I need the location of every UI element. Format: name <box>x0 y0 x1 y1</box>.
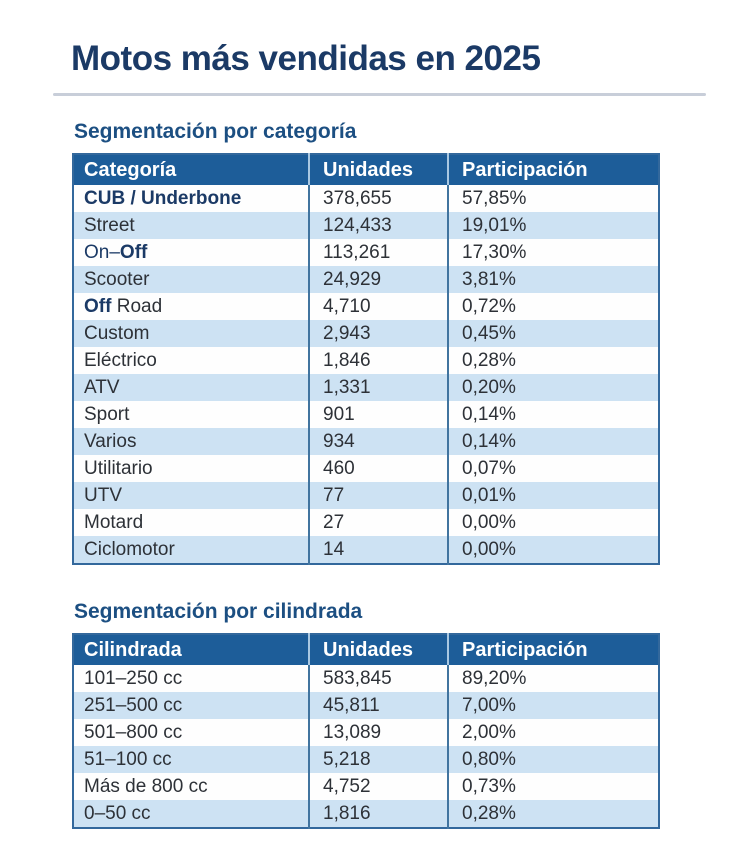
share-cell: 19,01% <box>448 212 659 239</box>
label-text: Road <box>111 295 163 317</box>
units-cell: 1,846 <box>309 347 448 374</box>
units-cell: 124,433 <box>309 212 448 239</box>
share-cell: 0,00% <box>448 509 659 536</box>
label-text: Street <box>84 214 135 236</box>
label-cell <box>73 773 309 800</box>
label-cell <box>73 293 309 320</box>
label-cell <box>73 800 309 828</box>
label-text: Varios <box>84 430 137 452</box>
section-heading-cilindrada: Segmentación por cilindrada <box>74 599 363 623</box>
section-categoria <box>0 120 730 565</box>
share-cell: 0,20% <box>448 374 659 401</box>
label-text: Custom <box>84 322 150 344</box>
label-cell <box>73 239 309 266</box>
units-cell: 77 <box>309 482 448 509</box>
label-cell <box>73 719 309 746</box>
units-cell: 27 <box>309 509 448 536</box>
label-text: CUB / Underbone <box>84 187 242 209</box>
table-row <box>73 374 659 401</box>
units-cell: 583,845 <box>309 665 448 692</box>
label-text: Motard <box>84 511 144 533</box>
units-cell: 1,331 <box>309 374 448 401</box>
label-text: Utilitario <box>84 457 153 479</box>
table-row <box>73 773 659 800</box>
label-cell <box>73 428 309 455</box>
label-text: On– <box>84 241 120 263</box>
share-cell: 0,45% <box>448 320 659 347</box>
cilindrada-table-body <box>73 665 659 828</box>
categoria-table <box>72 153 660 565</box>
share-cell: 0,07% <box>448 455 659 482</box>
table-row <box>73 746 659 773</box>
column-header-unidades: Unidades <box>309 154 448 185</box>
label-cell <box>73 455 309 482</box>
units-cell: 14 <box>309 536 448 564</box>
table-row <box>73 665 659 692</box>
label-cell <box>73 320 309 347</box>
label-text: 51–100 cc <box>84 748 172 770</box>
share-cell: 0,14% <box>448 428 659 455</box>
header-row <box>73 154 659 185</box>
title-divider <box>53 93 706 96</box>
share-cell: 0,72% <box>448 293 659 320</box>
table-row <box>73 455 659 482</box>
share-cell: 57,85% <box>448 185 659 212</box>
units-cell: 4,710 <box>309 293 448 320</box>
label-text: Más de 800 cc <box>84 775 208 797</box>
column-header-cilindrada: Cilindrada <box>73 634 309 665</box>
header-row <box>73 634 659 665</box>
table-row <box>73 509 659 536</box>
label-cell <box>73 692 309 719</box>
table-row <box>73 293 659 320</box>
units-cell: 901 <box>309 401 448 428</box>
units-cell: 934 <box>309 428 448 455</box>
label-cell <box>73 374 309 401</box>
table-row <box>73 800 659 828</box>
cilindrada-table-header <box>73 634 659 665</box>
column-header-participacion: Participación <box>448 154 659 185</box>
column-header-participacion: Participación <box>448 634 659 665</box>
units-cell: 45,811 <box>309 692 448 719</box>
table-row <box>73 692 659 719</box>
share-cell: 2,00% <box>448 719 659 746</box>
units-cell: 5,218 <box>309 746 448 773</box>
label-text: UTV <box>84 484 122 506</box>
table-row <box>73 428 659 455</box>
table-row <box>73 719 659 746</box>
table-row <box>73 185 659 212</box>
label-text: 101–250 cc <box>84 667 183 689</box>
units-cell: 13,089 <box>309 719 448 746</box>
label-cell <box>73 509 309 536</box>
label-text: Sport <box>84 403 130 425</box>
label-text: Off <box>84 295 112 317</box>
share-cell: 0,14% <box>448 401 659 428</box>
share-cell: 0,01% <box>448 482 659 509</box>
units-cell: 113,261 <box>309 239 448 266</box>
table-row <box>73 239 659 266</box>
units-cell: 24,929 <box>309 266 448 293</box>
categoria-table-body <box>73 185 659 564</box>
label-text: 501–800 cc <box>84 721 183 743</box>
share-cell: 0,28% <box>448 800 659 828</box>
share-cell: 89,20% <box>448 665 659 692</box>
share-cell: 7,00% <box>448 692 659 719</box>
page-title: Motos más vendidas en 2025 <box>71 39 541 78</box>
column-header-unidades: Unidades <box>309 634 448 665</box>
label-text: ATV <box>84 376 120 398</box>
label-text: Ciclomotor <box>84 538 175 560</box>
units-cell: 460 <box>309 455 448 482</box>
label-cell <box>73 347 309 374</box>
share-cell: 17,30% <box>448 239 659 266</box>
label-cell <box>73 482 309 509</box>
table-row <box>73 536 659 564</box>
share-cell: 0,80% <box>448 746 659 773</box>
table-row <box>73 266 659 293</box>
column-header-categoria: Categoría <box>73 154 309 185</box>
share-cell: 0,28% <box>448 347 659 374</box>
share-cell: 0,73% <box>448 773 659 800</box>
units-cell: 378,655 <box>309 185 448 212</box>
label-cell <box>73 266 309 293</box>
share-cell: 0,00% <box>448 536 659 564</box>
label-cell <box>73 185 309 212</box>
share-cell: 3,81% <box>448 266 659 293</box>
label-cell <box>73 536 309 564</box>
table-row <box>73 401 659 428</box>
label-cell <box>73 746 309 773</box>
label-cell <box>73 212 309 239</box>
label-text: 0–50 cc <box>84 802 151 824</box>
section-heading-categoria: Segmentación por categoría <box>74 119 357 143</box>
label-text: 251–500 cc <box>84 694 183 716</box>
table-row <box>73 212 659 239</box>
label-text: Off <box>119 241 148 263</box>
table-row <box>73 482 659 509</box>
table-row <box>73 320 659 347</box>
label-cell <box>73 401 309 428</box>
table-row <box>73 347 659 374</box>
label-text: Eléctrico <box>84 349 157 371</box>
units-cell: 1,816 <box>309 800 448 828</box>
categoria-table-header <box>73 154 659 185</box>
section-cilindrada <box>0 600 730 829</box>
units-cell: 4,752 <box>309 773 448 800</box>
label-text: Scooter <box>84 268 150 290</box>
cilindrada-table <box>72 633 660 829</box>
units-cell: 2,943 <box>309 320 448 347</box>
label-cell <box>73 665 309 692</box>
